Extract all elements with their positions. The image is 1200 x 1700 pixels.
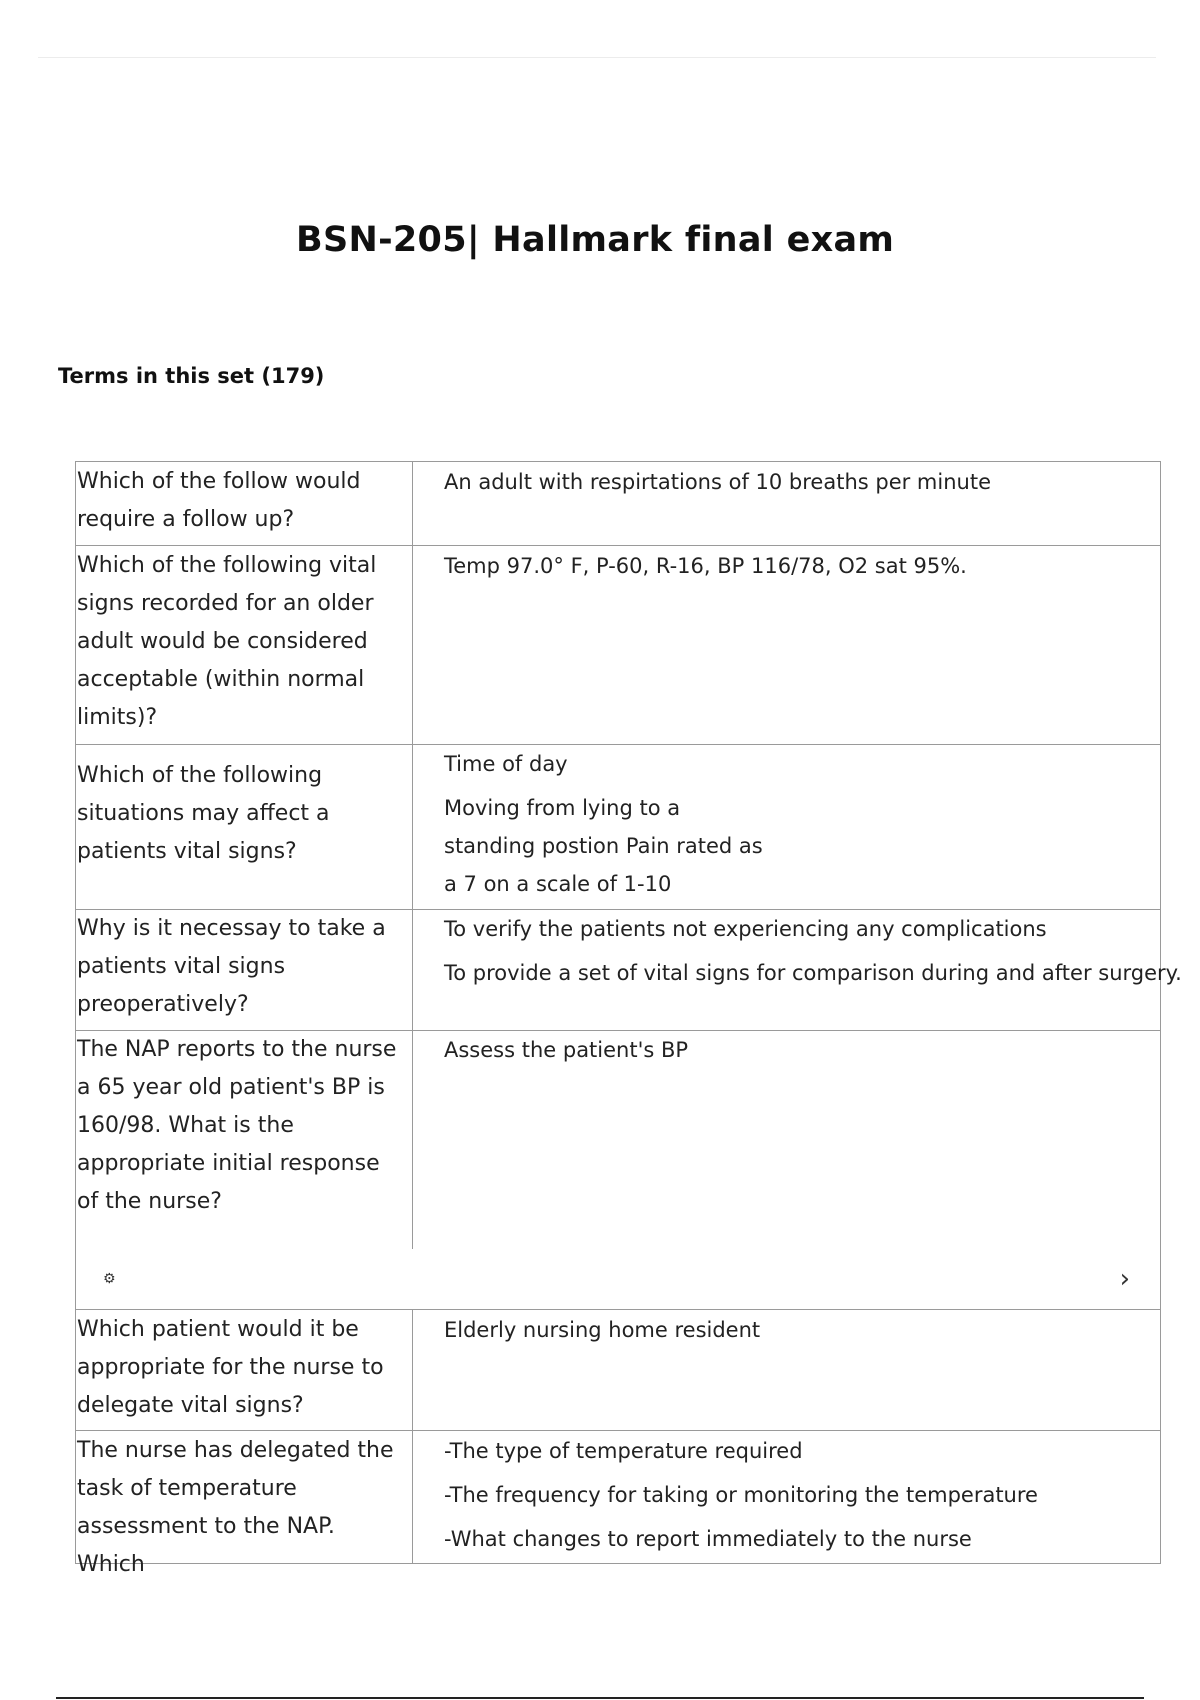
terms-count: Terms in this set (179) bbox=[58, 364, 325, 388]
term-cell: Which of the following situations may affect a patients vital signs? bbox=[76, 745, 413, 909]
term-cell: Which of the following vital signs recorded for an older adult would be considered acceptable (within normal limits)? bbox=[76, 546, 413, 744]
definition-line: Moving from lying to a bbox=[444, 796, 681, 820]
chevron-right-icon[interactable]: › bbox=[1119, 1264, 1130, 1295]
flashcard-table bbox=[75, 461, 1182, 1577]
definition-cell bbox=[413, 462, 1160, 545]
definition-line: standing postion Pain rated as bbox=[444, 834, 763, 858]
card-nav-strip bbox=[76, 1249, 1160, 1309]
definition-line: -What changes to report immediately to the nurse bbox=[444, 1527, 972, 1551]
definition-line: An adult with respirtations of 10 breaths per minute bbox=[444, 470, 991, 494]
table-row bbox=[76, 1309, 1160, 1430]
table-row bbox=[76, 1430, 1160, 1577]
definition-line: To verify the patients not experiencing any complications bbox=[444, 917, 1047, 941]
definition-cell bbox=[413, 1031, 1160, 1249]
table-row bbox=[76, 909, 1182, 1030]
term-cell: Which of the follow would require a follow up? bbox=[76, 462, 413, 545]
term-cell: Which patient would it be appropriate for the nurse to delegate vital signs? bbox=[76, 1310, 413, 1430]
table-row bbox=[76, 744, 1160, 909]
definition-line: Time of day bbox=[444, 752, 568, 776]
definition-cell bbox=[413, 1431, 1160, 1563]
term-cell: Why is it necessay to take a patients vital signs preoperatively? bbox=[76, 910, 413, 1030]
table-row bbox=[76, 545, 1160, 744]
term-cell: The nurse has delegated the task of temperature assessment to the NAP. Which bbox=[76, 1431, 413, 1563]
definition-line: a 7 on a scale of 1-10 bbox=[444, 872, 672, 896]
definition-line: -The frequency for taking or monitoring the temperature bbox=[444, 1483, 1038, 1507]
definition-line: Temp 97.0° F, P-60, R-16, BP 116/78, O2 sat 95%. bbox=[444, 554, 967, 578]
top-divider bbox=[38, 57, 1156, 58]
definition-cell bbox=[413, 546, 1160, 744]
definition-cell bbox=[413, 1310, 1160, 1430]
definition-line: Elderly nursing home resident bbox=[444, 1318, 761, 1342]
definition-cell bbox=[413, 745, 1160, 909]
definition-cell bbox=[413, 910, 1190, 1030]
table-row bbox=[76, 462, 1160, 545]
definition-line: -The type of temperature required bbox=[444, 1439, 803, 1463]
term-cell: The NAP reports to the nurse a 65 year old patient's BP is 160/98. What is the appropriate initial response of the nurse? bbox=[76, 1031, 413, 1249]
gear-icon[interactable]: ⚙ bbox=[103, 1271, 116, 1288]
bottom-divider bbox=[56, 1697, 1144, 1699]
page-title: BSN-205| Hallmark final exam bbox=[296, 220, 895, 260]
definition-line: To provide a set of vital signs for comparison during and after surgery. bbox=[444, 961, 1182, 985]
table-row bbox=[76, 1030, 1160, 1309]
definition-line: Assess the patient's BP bbox=[444, 1038, 689, 1062]
table-row-content bbox=[76, 1031, 1160, 1249]
